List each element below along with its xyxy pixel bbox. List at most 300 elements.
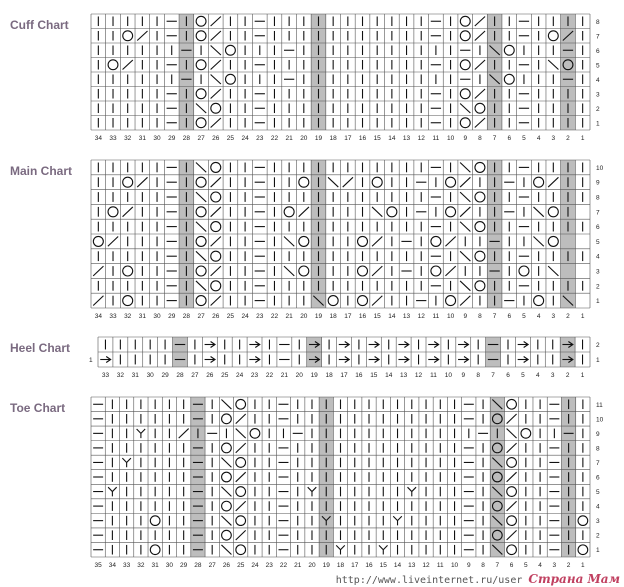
column-number: 31: [131, 372, 139, 379]
yarn-over-symbol: [460, 31, 470, 41]
row-number: 6: [596, 474, 600, 482]
column-number: 24: [251, 562, 259, 569]
column-number: 3: [550, 372, 555, 379]
column-number: 14: [385, 372, 393, 379]
column-number: 1: [580, 313, 585, 320]
column-number: 9: [463, 313, 468, 320]
column-number: 4: [536, 135, 541, 142]
yarn-over-symbol: [358, 236, 368, 246]
k2tog-symbol: [236, 472, 246, 482]
column-number: 13: [408, 562, 416, 569]
row-number: 8: [596, 18, 600, 26]
yarn-over-symbol: [460, 89, 470, 99]
yarn-over-symbol: [150, 516, 160, 526]
ssk-symbol: [460, 251, 470, 261]
yarn-over-symbol: [372, 177, 382, 187]
k2tog-symbol: [236, 501, 246, 511]
column-number: 34: [94, 135, 102, 142]
k2tog-symbol: [236, 414, 246, 424]
yarn-over-symbol: [196, 118, 206, 128]
k2tog-symbol: [445, 266, 455, 276]
column-number: 20: [295, 372, 303, 379]
column-number: 18: [329, 135, 337, 142]
column-number: 5: [521, 372, 525, 379]
column-number: 13: [402, 135, 411, 142]
yarn-over-symbol: [196, 207, 206, 217]
column-number: 26: [212, 313, 220, 320]
yarn-over-symbol: [358, 266, 368, 276]
k2tog-symbol: [211, 118, 221, 128]
column-number: 30: [153, 135, 161, 142]
increase-symbol: [308, 487, 317, 496]
yarn-over-symbol: [446, 207, 456, 217]
row-number: 8: [596, 194, 600, 202]
column-number: 35: [94, 562, 102, 569]
yarn-over-symbol: [431, 266, 441, 276]
watermark-brand: Страна Мам: [528, 572, 620, 586]
ssk-symbol: [284, 237, 294, 247]
ssk-symbol: [221, 545, 231, 555]
ssk-symbol: [196, 251, 206, 261]
row-number: 4: [596, 503, 600, 511]
column-number: 24: [241, 313, 249, 320]
row-number: 7: [596, 33, 600, 41]
k2tog-symbol: [299, 207, 309, 217]
ssk-symbol: [221, 487, 231, 497]
yarn-over-symbol: [534, 177, 544, 187]
column-number: 21: [285, 135, 293, 142]
column-number: 6: [506, 372, 510, 379]
cuff-chart-title: Cuff Chart: [10, 18, 69, 32]
column-number: 2: [566, 135, 570, 142]
k2tog-symbol: [372, 296, 382, 306]
k2tog-symbol: [211, 177, 221, 187]
column-number: 16: [358, 135, 367, 142]
column-number: 15: [373, 135, 381, 142]
column-number: 9: [461, 372, 466, 379]
yarn-over-symbol: [225, 74, 235, 84]
column-number: 32: [137, 562, 145, 569]
column-number: 27: [197, 313, 205, 320]
row-number: 7: [596, 209, 600, 217]
column-number: 32: [124, 135, 132, 142]
yarn-over-symbol: [299, 236, 309, 246]
yarn-over-symbol: [93, 236, 103, 246]
column-number: 34: [108, 562, 117, 569]
column-number: 3: [551, 313, 556, 320]
yarn-over-symbol: [150, 545, 160, 555]
yarn-over-symbol: [108, 60, 118, 70]
k2tog-symbol: [372, 237, 382, 247]
k2tog-symbol: [507, 501, 517, 511]
yarn-over-symbol: [196, 296, 206, 306]
column-number: 32: [116, 372, 124, 379]
column-number: 10: [446, 135, 455, 142]
k2tog-symbol: [475, 89, 485, 99]
column-number: 4: [538, 562, 542, 569]
increase-symbol: [393, 516, 402, 525]
column-number: 33: [101, 372, 110, 379]
column-number: 7: [492, 313, 497, 320]
yarn-over-symbol: [504, 74, 514, 84]
column-number: 32: [124, 313, 132, 320]
column-number: 20: [300, 313, 308, 320]
column-number: 6: [509, 562, 514, 569]
ssk-symbol: [196, 192, 206, 202]
yarn-over-symbol: [521, 429, 531, 439]
k2tog-symbol: [460, 177, 470, 187]
increase-symbol: [336, 545, 345, 554]
main-chart-grid: [91, 160, 604, 320]
ssk-symbol: [460, 103, 470, 113]
k2tog-symbol: [179, 429, 189, 439]
row-number: 10: [596, 416, 604, 424]
column-number: 25: [221, 372, 229, 379]
yarn-over-symbol: [446, 177, 456, 187]
yarn-over-symbol: [507, 545, 517, 555]
ssk-symbol: [548, 266, 558, 276]
yarn-over-symbol: [211, 222, 221, 232]
column-number: 26: [206, 372, 214, 379]
ssk-symbol: [196, 103, 206, 113]
column-number: 9: [467, 562, 471, 569]
column-number: 1: [580, 135, 585, 142]
column-number: 2: [566, 313, 570, 320]
column-number: 28: [176, 372, 184, 379]
yarn-over-symbol: [211, 192, 221, 202]
yarn-over-symbol: [507, 516, 517, 526]
yarn-over-symbol: [123, 266, 133, 276]
k2tog-symbol: [93, 266, 103, 276]
column-number: 26: [212, 135, 220, 142]
column-number: 14: [388, 313, 396, 320]
column-number: 18: [336, 562, 345, 569]
column-number: 24: [236, 372, 244, 379]
yarn-over-symbol: [211, 103, 221, 113]
yarn-over-symbol: [578, 545, 588, 555]
column-number: 15: [373, 313, 381, 320]
ssk-symbol: [236, 429, 246, 439]
heel-chart-grid: [98, 337, 600, 379]
column-number: 20: [308, 562, 316, 569]
yarn-over-symbol: [222, 530, 232, 540]
column-number: 30: [146, 372, 154, 379]
column-number: 17: [344, 135, 352, 142]
column-number: 2: [565, 372, 570, 379]
increase-symbol: [108, 487, 117, 496]
yarn-over-symbol: [507, 458, 517, 468]
column-number: 16: [355, 372, 363, 379]
column-number: 22: [279, 562, 288, 569]
yarn-over-symbol: [460, 118, 470, 128]
column-number: 12: [417, 313, 425, 320]
main-chart-title: Main Chart: [10, 164, 73, 178]
row-number: 11: [596, 401, 603, 409]
column-number: 9: [463, 135, 468, 142]
column-number: 25: [226, 135, 235, 142]
k2tog-symbol: [93, 296, 103, 306]
yarn-over-symbol: [475, 222, 485, 232]
yarn-over-symbol: [222, 443, 232, 453]
row-number: 9: [596, 179, 600, 187]
ssk-symbol: [211, 45, 221, 55]
column-number: 5: [522, 135, 526, 142]
yarn-over-symbol: [236, 399, 246, 409]
watermark-url: http://www.liveinternet.ru/user: [335, 575, 523, 586]
column-number: 29: [168, 135, 176, 142]
column-number: 26: [222, 562, 231, 569]
yarn-over-symbol: [446, 296, 456, 306]
ssk-symbol: [221, 516, 231, 526]
yarn-over-symbol: [548, 236, 558, 246]
k2tog-symbol: [475, 60, 485, 70]
row-number: 5: [596, 489, 600, 497]
k2tog-symbol: [507, 472, 517, 482]
yarn-over-symbol: [123, 296, 133, 306]
column-number: 29: [161, 372, 169, 379]
column-number: 34: [94, 313, 102, 320]
yarn-over-symbol: [196, 89, 206, 99]
ssk-symbol: [328, 177, 338, 187]
yarn-over-symbol: [211, 251, 221, 261]
column-number: 19: [322, 562, 330, 569]
yarn-over-symbol: [222, 414, 232, 424]
column-number: 30: [165, 562, 174, 569]
k2tog-symbol: [475, 16, 485, 26]
yarn-over-symbol: [236, 516, 246, 526]
increase-symbol: [122, 458, 131, 467]
k2tog-symbol: [211, 296, 221, 306]
row-number: 7: [596, 459, 600, 467]
column-number: 7: [491, 372, 495, 379]
column-number: 16: [358, 313, 367, 320]
toe-chart-title: Toe Chart: [10, 401, 66, 415]
yarn-over-symbol: [196, 236, 206, 246]
row-number: 6: [596, 47, 600, 55]
yarn-over-symbol: [507, 399, 517, 409]
increase-symbol: [408, 487, 417, 496]
k2tog-symbol: [137, 31, 147, 41]
yarn-over-symbol: [225, 45, 235, 55]
ssk-symbol: [460, 222, 470, 232]
yarn-over-symbol: [475, 281, 485, 291]
row-number: 3: [596, 518, 600, 526]
k2tog-symbol: [137, 177, 147, 187]
column-number: 18: [329, 313, 337, 320]
column-number: 11: [432, 135, 440, 142]
column-number: 33: [123, 562, 131, 569]
yarn-over-symbol: [460, 60, 470, 70]
yarn-over-symbol: [328, 296, 338, 306]
yarn-over-symbol: [222, 501, 232, 511]
column-number: 31: [151, 562, 159, 569]
column-number: 22: [270, 313, 279, 320]
row-number: 9: [596, 430, 600, 438]
k2tog-symbol: [123, 207, 133, 217]
k2tog-symbol: [211, 266, 221, 276]
row-number: 4: [596, 253, 600, 261]
column-number: 14: [388, 135, 396, 142]
column-number: 8: [478, 135, 482, 142]
column-number: 19: [314, 313, 323, 320]
column-number: 20: [300, 135, 308, 142]
k2tog-symbol: [445, 237, 455, 247]
row-number: 4: [596, 76, 600, 84]
k2tog-symbol: [211, 207, 221, 217]
column-number: 21: [294, 562, 302, 569]
column-number: 7: [492, 135, 497, 142]
row-number: 5: [596, 238, 600, 246]
increase-symbol: [379, 545, 388, 554]
yarn-over-symbol: [222, 472, 232, 482]
column-number: 29: [180, 562, 188, 569]
column-number: 27: [197, 135, 205, 142]
k2tog-symbol: [507, 414, 517, 424]
ssk-symbol: [460, 163, 470, 173]
column-number: 7: [495, 562, 500, 569]
k2tog-symbol: [548, 177, 558, 187]
column-number: 19: [310, 372, 318, 379]
column-number: 2: [566, 562, 571, 569]
yarn-over-symbol: [250, 429, 260, 439]
k2tog-symbol: [211, 31, 221, 41]
ssk-symbol: [196, 281, 206, 291]
yarn-over-symbol: [196, 177, 206, 187]
column-number: 11: [430, 372, 437, 379]
cuff-chart-grid: [91, 14, 600, 142]
column-number: 15: [379, 562, 387, 569]
yarn-over-symbol: [475, 192, 485, 202]
yarn-over-symbol: [196, 16, 206, 26]
yarn-over-symbol: [284, 207, 294, 217]
k2tog-symbol: [460, 207, 470, 217]
ssk-symbol: [533, 237, 543, 247]
column-number: 10: [446, 313, 455, 320]
column-number: 25: [237, 562, 245, 569]
column-number: 3: [551, 135, 556, 142]
row-number: 3: [596, 91, 600, 99]
column-number: 24: [241, 135, 249, 142]
column-number: 14: [393, 562, 402, 569]
yarn-over-symbol: [196, 266, 206, 276]
k2tog-symbol: [211, 89, 221, 99]
column-number: 6: [507, 313, 512, 320]
column-number: 13: [400, 372, 408, 379]
yarn-over-symbol: [358, 296, 368, 306]
yarn-over-symbol: [108, 207, 118, 217]
column-number: 13: [402, 313, 411, 320]
column-number: 5: [524, 562, 528, 569]
column-number: 11: [432, 313, 440, 320]
ssk-symbol: [196, 163, 206, 173]
column-number: 21: [280, 372, 288, 379]
watermark: [336, 572, 620, 586]
column-number: 22: [270, 135, 279, 142]
yarn-over-symbol: [548, 207, 558, 217]
k2tog-symbol: [211, 16, 221, 26]
column-number: 23: [265, 562, 273, 569]
k2tog-symbol: [343, 177, 353, 187]
column-number: 16: [365, 562, 373, 569]
column-number: 12: [422, 562, 430, 569]
k2tog-symbol: [475, 31, 485, 41]
row-number: 2: [596, 342, 600, 349]
column-number: 25: [226, 313, 235, 320]
column-number: 10: [444, 372, 452, 379]
row-number-left: 1: [89, 357, 93, 364]
column-number: 21: [285, 313, 293, 320]
column-number: 31: [138, 313, 146, 320]
column-number: 31: [138, 135, 146, 142]
column-number: 28: [194, 562, 202, 569]
ssk-symbol: [284, 266, 294, 276]
row-number: 6: [596, 224, 600, 232]
k2tog-symbol: [507, 443, 517, 453]
yarn-over-symbol: [504, 45, 514, 55]
ssk-symbol: [221, 458, 231, 468]
ssk-symbol: [533, 207, 543, 217]
row-number: 1: [596, 357, 600, 364]
column-number: 19: [314, 135, 323, 142]
row-number: 8: [596, 445, 600, 453]
increase-symbol: [137, 429, 146, 438]
column-number: 28: [182, 135, 191, 142]
column-number: 17: [351, 562, 359, 569]
k2tog-symbol: [372, 266, 382, 276]
yarn-over-symbol: [123, 177, 133, 187]
row-number: 10: [596, 164, 604, 172]
k2tog-symbol: [460, 296, 470, 306]
row-number: 2: [596, 283, 600, 291]
yarn-over-symbol: [299, 266, 309, 276]
yarn-over-symbol: [431, 236, 441, 246]
yarn-over-symbol: [236, 487, 246, 497]
column-number: 33: [109, 313, 117, 320]
column-number: 28: [182, 313, 191, 320]
ssk-symbol: [211, 74, 221, 84]
yarn-over-symbol: [475, 251, 485, 261]
column-number: 8: [476, 372, 480, 379]
column-number: 17: [340, 372, 348, 379]
yarn-over-symbol: [387, 207, 397, 217]
column-number: 4: [536, 372, 540, 379]
yarn-over-symbol: [196, 31, 206, 41]
heel-chart-title: Heel Chart: [10, 341, 71, 355]
column-number: 27: [191, 372, 199, 379]
yarn-over-symbol: [578, 516, 588, 526]
column-number: 23: [256, 135, 264, 142]
yarn-over-symbol: [475, 162, 485, 172]
yarn-over-symbol: [236, 545, 246, 555]
column-number: 15: [370, 372, 378, 379]
yarn-over-symbol: [534, 296, 544, 306]
k2tog-symbol: [211, 60, 221, 70]
row-number: 2: [596, 105, 600, 113]
row-number: 5: [596, 62, 600, 70]
column-number: 5: [522, 313, 526, 320]
column-number: 18: [325, 372, 333, 379]
column-number: 23: [250, 372, 259, 379]
column-number: 29: [168, 313, 176, 320]
k2tog-symbol: [108, 237, 118, 247]
column-number: 27: [208, 562, 216, 569]
ssk-symbol: [507, 429, 517, 439]
column-number: 17: [344, 313, 352, 320]
yarn-over-symbol: [196, 60, 206, 70]
yarn-over-symbol: [123, 31, 133, 41]
column-number: 1: [580, 372, 585, 379]
k2tog-symbol: [123, 60, 133, 70]
